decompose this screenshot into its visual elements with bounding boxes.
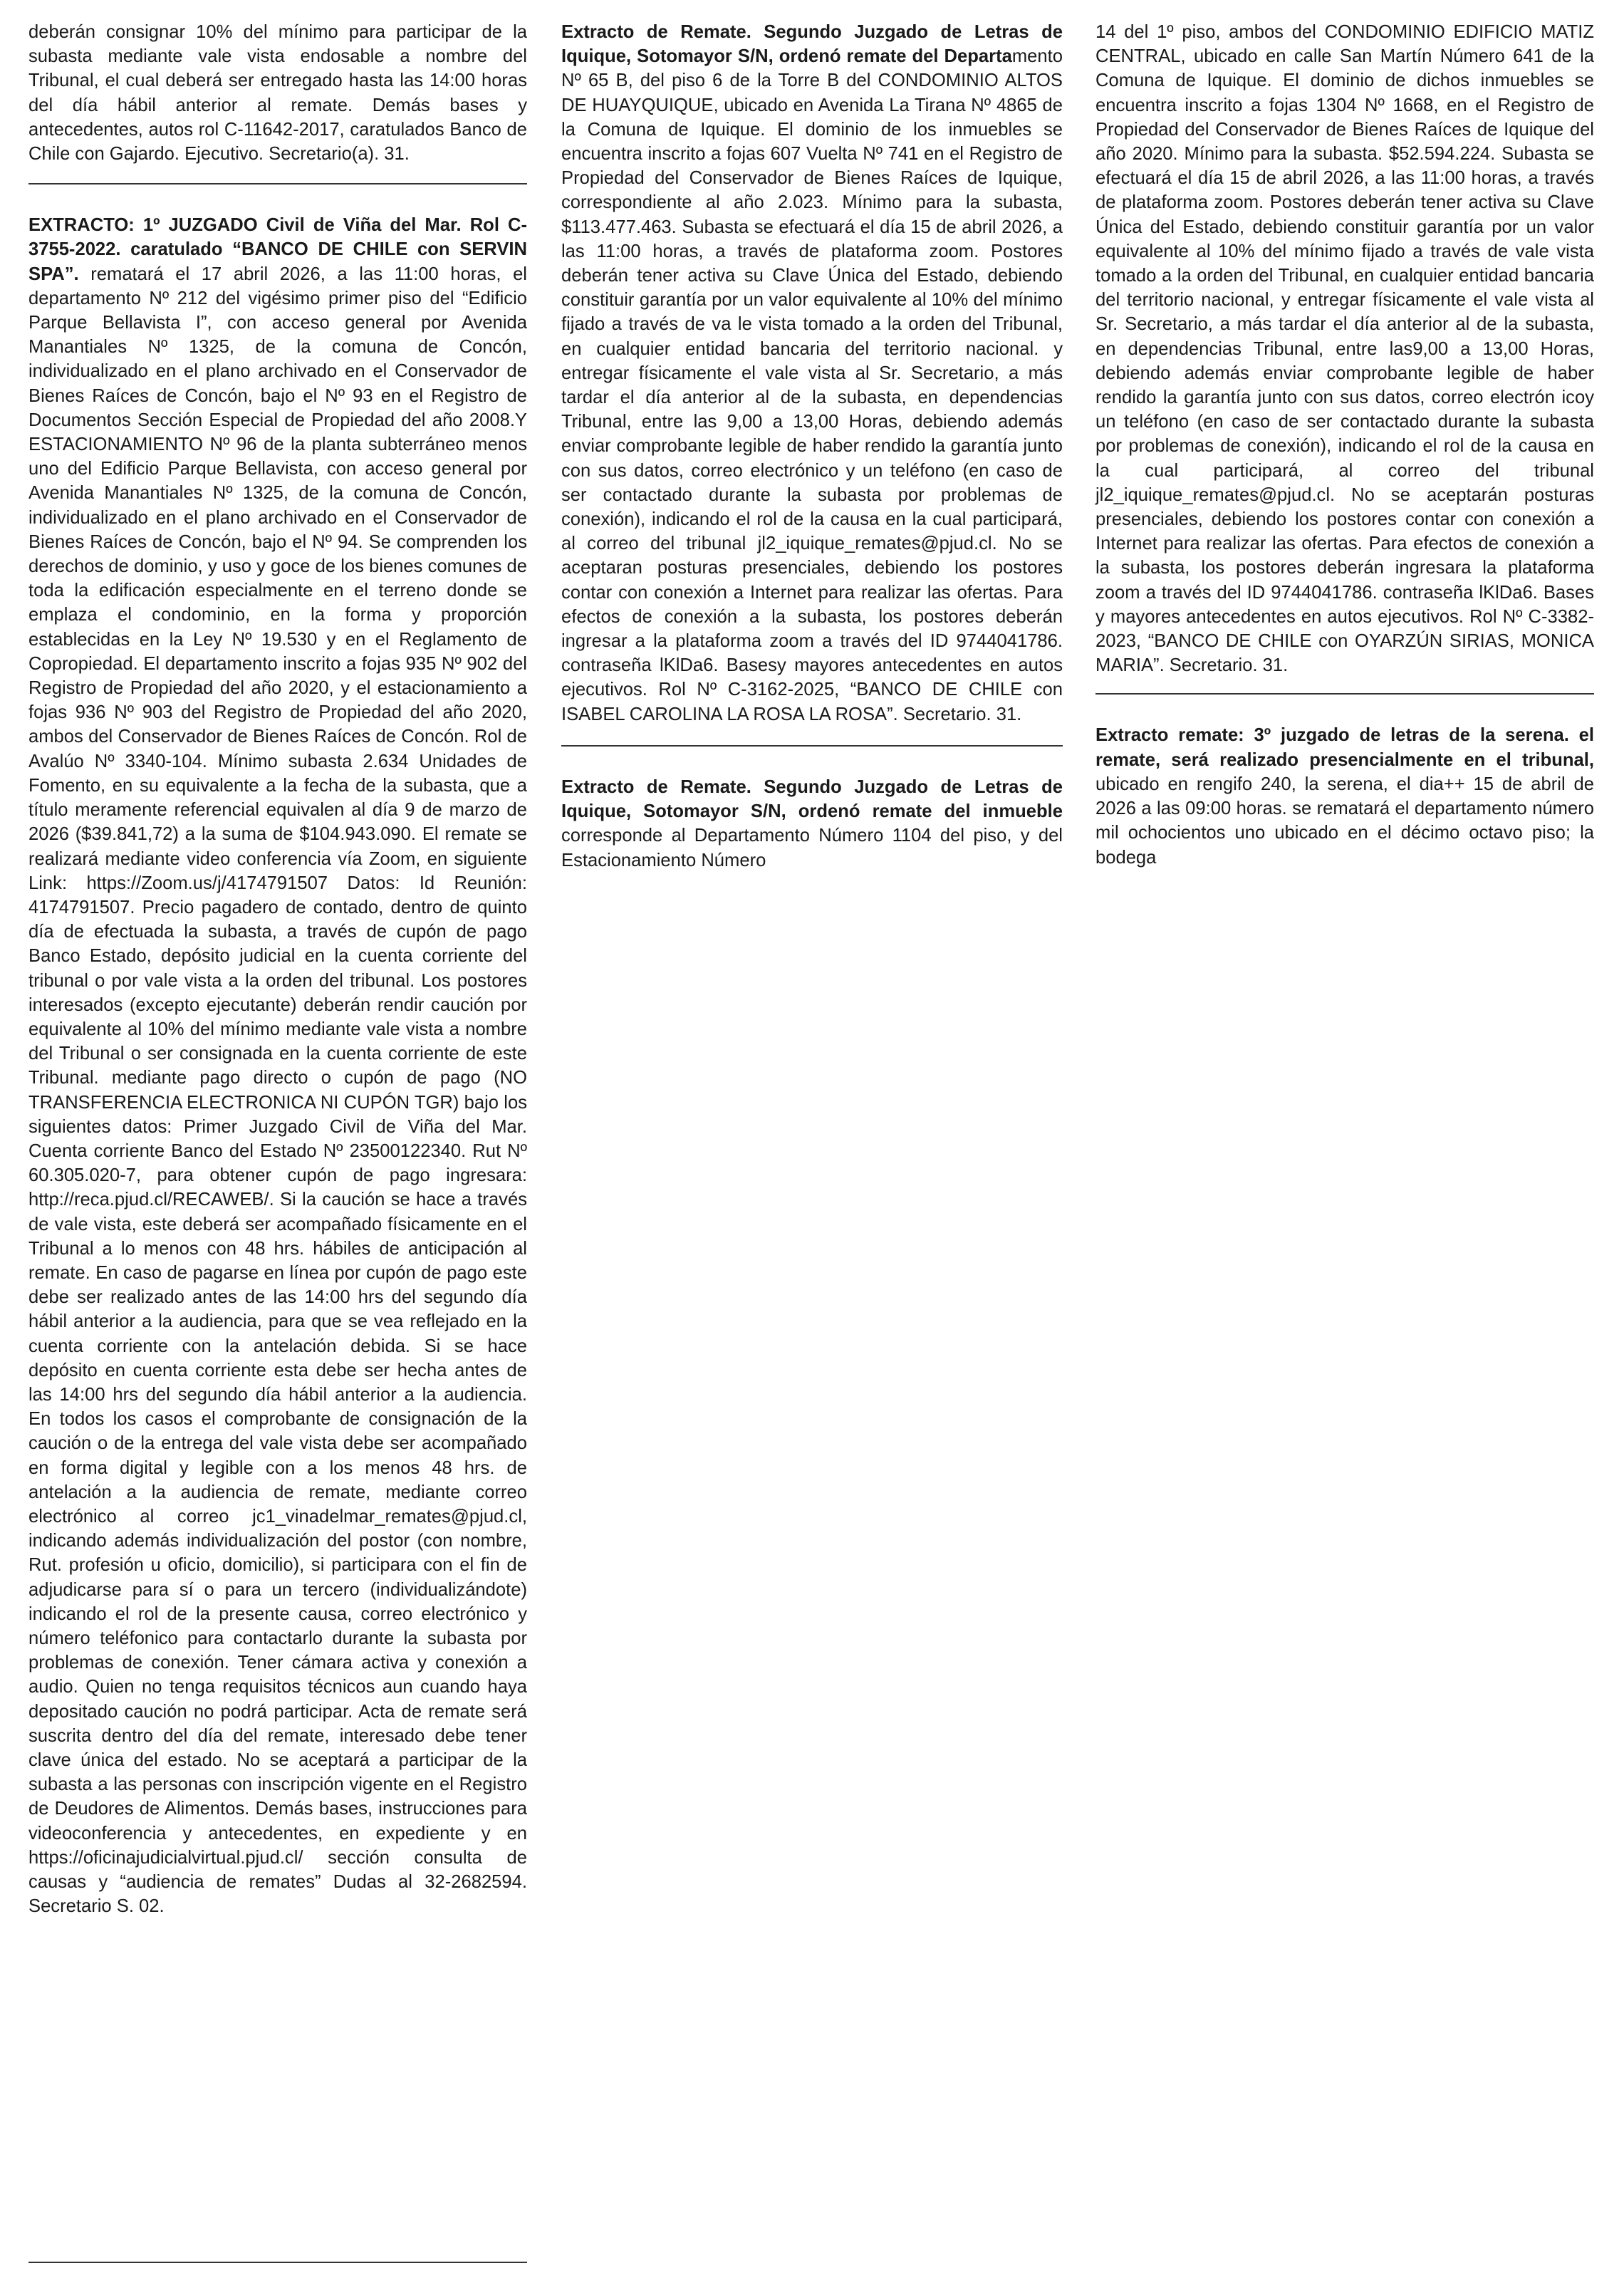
notice-body-centered: 14 del 1º piso, ambos del CONDOMINIO EDIFICIO MATIZ CENTRAL, ubicado en calle San Martín Número 641 de la Comuna de Iquique. — [1095, 22, 1594, 91]
notice-body: mento Nº 65 B, del piso 6 de la Torre B del CONDOMINIO ALTOS DE HUAYQUIQUE, ubicado en Avenida La Tirana Nº 4865 de la Comuna de Iquique. El dominio de los inmuebles se encuentra inscrito a fojas 607 Vuelta Nº 741 en el Registro de Propiedad del Conservador de Bienes Raíces de Iquique, correspondiente al año 2.023. Mínimo para la subasta, $113.477.463. Subasta se efectuará el día 15 de abril 2026, a las 11:00 horas, a través de plataforma zoom. Postores deberán tener activa su Clave Única del Estado, debiendo constituir garantía por un valor equivalente al 10% del mínimo fijado a través de va le vista tomado a la orden del Tribunal, en cualquier entidad bancaria del territorio nacional. y entregar físicamente el vale vista al Sr. Secretario, a más tardar el día anterior al de la subasta, en dependencias Tribunal, entre las 9,00 a 13,00 Horas, debiendo además enviar comprobante legible de haber rendido la garantía junto con sus datos, correo electrónico y un teléfono (en caso de ser contactado durante la subasta por problemas de conexión), indicando el rol de la causa en la cual participará, al correo del tribunal jl2_iquique_remates@pjud.cl. No se aceptaran posturas presenciales, debiendo los postores contar con conexión a Internet para realizar las ofertas. Para efectos de conexión a la subasta, los postores deberán ingresar a la plataforma zoom a través del ID 9744041786. contraseña lKlDa6. Basesy mayores antecedentes en autos ejecutivos. Rol Nº C-3162-2025, “BANCO DE CHILE con ISABEL CAROLINA LA ROSA LA ROSA”. Secretario. 31. — [561, 46, 1063, 724]
notice-heading: EXTRACTO: 1º JUZGADO Civil de Viña del Mar. Rol C-3755-2022. caratulado “BANCO DE CHILE con SERVIN SPA”. — [28, 215, 527, 284]
notice-body: ubicado en rengifo 240, la serena, el dia++ 15 de abril de 2026 a las 09:00 horas. se rematará el departamento número mil ochocientos uno ubicado en el décimo octavo piso; la bodega — [1095, 774, 1594, 868]
notice-body: rematará el 17 abril 2026, a las 11:00 horas, el departamento Nº 212 del vigésimo primer piso del “Edificio Parque Bellavista I”, con acceso general por Avenida Manantiales Nº 1325, de la comuna de Concón, individualizado en el plano archivado en el Conservador de Bienes Raíces de Concón, bajo el Nº 93 en el Registro de Documentos Sección Especial de Propiedad del año 2008.Y ESTACIONAMIENTO Nº 96 de la planta subterráneo menos uno del Edificio Parque Bellavista, con acceso general por Avenida Manantiales Nº 1325, de la comuna de Concón, individualizado en el plano archivado en el Conservador de Bienes Raíces de Concón, bajo el Nº 94. Se comprenden los derechos de dominio, y uso y goce de los bienes comunes de toda la edificación especialmente en el terreno donde se emplaza el condominio, en la forma y proporción establecidas en la Ley Nº 19.530 y en el Reglamento de Copropiedad. El departamento inscrito a fojas 935 Nº 902 del Registro de Propiedad del año 2020, y el estacionamiento a fojas 936 Nº 903 del Registro de Propiedad del año 2020, ambos del Conservador de Bienes Raíces de Concón. Rol de Avalúo Nº 3340-104. Mínimo subasta 2.634 Unidades de Fomento, en su equivalente a la fecha de la subasta, que a título meramente referencial equivalen al día 9 de marzo de 2026 ($39.841,72) a la suma de $104.943.090. El remate se realizará mediante video conferencia vía Zoom, en siguiente Link: https://Zoom.us/j/4174791507 Datos: Id Reunión: 4174791507. Precio pagadero de contado, dentro de quinto día de efectuada la subasta, a través de cupón de pago Banco Estado, depósito judicial en la cuenta corriente del tribunal o por vale vista a la orden del tribunal. Los postores interesados (excepto ejecutante) deberán rendir caución por equivalente al 10% del mínimo mediante vale vista a nombre del Tribunal o ser consignada en la cuenta corriente de este Tribunal. mediante pago directo o cupón de pago (NO TRANSFERENCIA ELECTRONICA NI CUPÓN TGR) bajo los siguientes datos: Primer Juzgado Civil de Viña del Mar. Cuenta corriente Banco del Estado Nº 23500122340. Rut Nº 60.305.020-7, para obtener cupón de pago ingresara: http://reca.pjud.cl/RECAWEB/. Si la caución se hace a través de vale vista, este deberá ser acompañado físicamente en el Tribunal a lo menos con 48 hrs. hábiles de anticipación al remate. En caso de pagarse en línea por cupón de pago este debe ser realizado antes de las 14:00 hrs del segundo día hábil anterior a la audiencia, para que se vea reflejado en la cuenta corriente con la antelación debida. Si se hace depósito en cuenta corriente esta debe ser hecha antes de las 14:00 hrs del segundo día hábil anterior a la audiencia. En todos los casos el comprobante de consignación de la caución o de la entrega del vale vista debe ser acompañado en forma digital y legible con a los menos 48 hrs. de antelación a la audiencia de remate, mediante correo electrónico al correo jc1_vinadelmar_remates@pjud.cl, indicando además individualización del postor (con nombre, Rut. profesión u oficio, domicilio), si participara con el fin de adjudicarse para sí o para un tercero (individualizándote) indicando el rol de la presente causa, correo electrónico y número teléfonico para contactarlo durante la subasta por problemas de conexión. Tener cámara activa y conexión a audio. Quien no tenga requisitos técnicos aun cuando haya depositado caución no podrá participar. Acta de remate será suscrita dentro del día del remate, interesado debe tener clave única del estado. No se aceptará a participar de la subasta a las personas con inscripción vigente en el Registro de Deudores de Alimentos. Demás bases, instrucciones para videoconferencia y antecedentes, en expediente y en https://oficinajudicialvirtual.pjud.cl/ sección consulta de causas y “audiencia de remates” Dudas al 32-2682594. Secretario S. 02. — [28, 264, 527, 1917]
notice-vina-del-mar — [28, 213, 527, 1918]
notice-iquique-matiz — [561, 775, 1063, 873]
column-right — [1095, 20, 1594, 870]
notice-heading: Extracto de Remate. Segundo Juzgado de Letras de Iquique, Sotomayor S/N, ordenó remate del inmueble — [561, 776, 1063, 822]
column-left — [28, 20, 527, 1918]
notice-iquique-huayquique — [561, 20, 1063, 727]
notice-divider — [28, 183, 527, 184]
notice-la-serena — [1095, 723, 1594, 869]
notice-gajardo-continuation: deberán consignar 10% del mínimo para participar de la subasta mediante vale vista endosable a nombre del Tribunal, el cual deberá ser entregado hasta las 14:00 horas del día hábil anterior al remate. Demás bases y antecedentes, autos rol C-11642-2017, caratulados Banco de Chile con Gajardo. Ejecutivo. Secretario(a). 31. — [28, 22, 527, 165]
column-end-divider — [28, 2262, 527, 2263]
notice-heading: Extracto de Remate. Segundo Juzgado de Letras de Iquique, Sotomayor S/N, ordenó remate del Departa — [561, 22, 1063, 67]
notice-heading: Extracto remate: 3º juzgado de letras de la serena. el remate, será realizado presencialmente en el tribunal, — [1095, 725, 1594, 770]
notice-iquique-matiz-continuation — [1095, 20, 1594, 677]
notice-divider — [561, 745, 1063, 747]
notice-divider — [1095, 693, 1594, 695]
notice-body: El dominio de dichos inmuebles se encuentra inscrito a fojas 1304 Nº 1668, en el Registro de Propiedad del Conservador de Bienes Raíces de Iquique del año 2020. Mínimo para la subasta. $52.594.224. Subasta se efectuará el día 15 de abril 2026, a las 11:00 horas, a través de plataforma zoom. Postores deberán tener activa su Clave Única del Estado, debiendo constituir garantía por un valor equivalente al 10% del mínimo fijado a través de vale vista tomado a la orden del Tribunal, en cualquier entidad bancaria del territorio nacional, y entregar físicamente el vale vista al Sr. Secretario, a más tardar el día anterior al de la subasta, en dependencias Tribunal, entre las9,00 a 13,00 Horas, debiendo además enviar comprobante legible de haber rendido la garantía junto con sus datos, correo electrón icoy un teléfono (en caso de ser contactado durante la subasta por problemas de conexión), indicando el rol de la causa en la cual participará, al correo del tribunal jl2_iquique_remates@pjud.cl. No se aceptarán posturas presenciales, debiendo los postores contar con conexión a Internet para realizar las ofertas. Para efectos de conexión a la subasta, los postores deberán ingresara la plataforma zoom a través del ID 9744041786. contraseña lKlDa6. Bases y mayores antecedentes en autos ejecutivos. Rol Nº C-3382-2023, “BANCO DE CHILE con OYARZÚN SIRIAS, MONICA MARIA”. Secretario. 31. — [1095, 71, 1594, 676]
column-middle — [561, 20, 1063, 873]
notice-body: corresponde al Departamento Número 1104 del piso, y del Estacionamiento Número — [561, 826, 1063, 870]
